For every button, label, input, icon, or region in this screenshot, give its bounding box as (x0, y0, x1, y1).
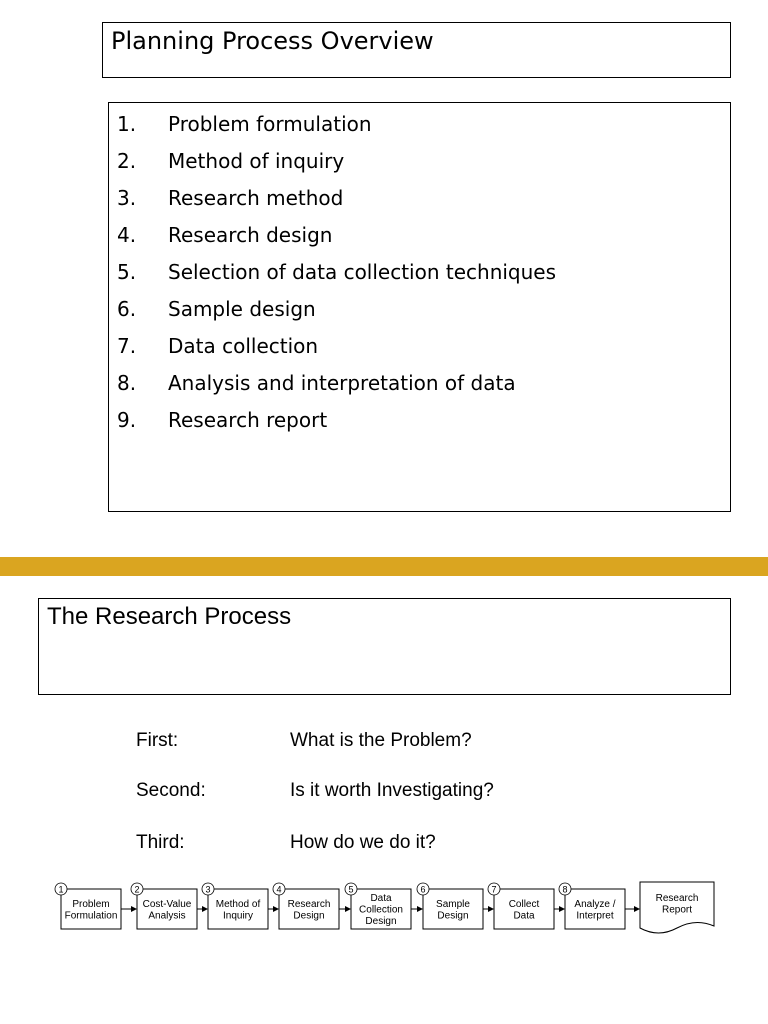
list-item-number: 8. (117, 371, 137, 395)
slide2-title: The Research Process (47, 603, 292, 630)
flow-step-label: Analyze / (574, 898, 616, 910)
flow-step-label: Interpret (576, 910, 614, 922)
list-item (117, 370, 516, 396)
flow-step-label: Formulation (64, 910, 118, 922)
slide1-title-box (102, 22, 731, 78)
list-item-text: Problem formulation (168, 112, 372, 136)
process-list (108, 102, 731, 512)
list-item-number: 2. (117, 149, 137, 173)
list-item-text: Data collection (168, 334, 319, 358)
flow-step-label: Design (365, 916, 397, 927)
flow-step-number: 4 (276, 884, 282, 895)
list-item (117, 259, 556, 285)
flow-step-label: Research (287, 898, 331, 910)
flow-step-label: Analysis (148, 910, 186, 922)
list-item-number: 7. (117, 334, 137, 358)
list-item-number: 1. (117, 112, 137, 136)
flow-step-number: 6 (420, 884, 426, 895)
list-item-number: 4. (117, 223, 137, 247)
slide-divider-bar (0, 557, 768, 576)
flow-step-number: 8 (562, 884, 568, 895)
list-item-text: Analysis and interpretation of data (168, 371, 516, 395)
list-item-text: Selection of data collection techniques (168, 260, 557, 284)
step-question-third: How do we do it? (290, 832, 436, 853)
step-label-first: First: (136, 730, 179, 751)
flow-step-number: 7 (491, 884, 497, 895)
flow-step-label: Sample (436, 898, 470, 910)
flow-step-label: Method of (215, 898, 261, 910)
flow-step-number: 3 (205, 884, 211, 895)
list-item (117, 407, 327, 433)
list-item-text: Sample design (168, 297, 316, 321)
list-item-number: 5. (117, 260, 137, 284)
flow-step-label: Problem (72, 898, 110, 910)
research-process-flow-diagram (0, 870, 768, 950)
list-item-text: Research design (168, 223, 333, 247)
flow-step-number: 2 (134, 884, 140, 895)
list-item-number: 6. (117, 297, 137, 321)
list-item-number: 3. (117, 186, 137, 210)
list-item (117, 333, 318, 359)
flow-step-label: Design (437, 910, 469, 922)
list-item (117, 185, 343, 211)
list-item (117, 148, 344, 174)
flow-step-label: Cost-Value (142, 898, 192, 910)
slide2-title-box (38, 598, 731, 695)
step-question-first: What is the Problem? (290, 730, 472, 751)
list-item-number: 9. (117, 408, 137, 432)
flow-step-label: Data (370, 893, 392, 904)
flow-step-label: Data (513, 910, 535, 922)
list-item (117, 296, 316, 322)
flow-step-label: Design (293, 910, 325, 922)
flow-step-label: Inquiry (222, 910, 254, 922)
list-item-text: Research report (168, 408, 328, 432)
flow-step-label: Research (655, 892, 699, 904)
step-label-third: Third: (136, 832, 185, 853)
flow-step-label: Report (661, 904, 693, 916)
step-question-second: Is it worth Investigating? (290, 780, 494, 801)
list-item-text: Research method (168, 186, 344, 210)
list-item (117, 222, 332, 248)
flow-step-number: 1 (58, 884, 64, 895)
flow-step-label: Collection (359, 904, 403, 916)
slide1-title: Planning Process Overview (111, 27, 434, 55)
flow-step-label: Collect (508, 898, 540, 910)
list-item (117, 111, 372, 137)
step-label-second: Second: (136, 780, 206, 801)
flow-step-number: 5 (348, 884, 354, 895)
list-item-text: Method of inquiry (168, 149, 345, 173)
